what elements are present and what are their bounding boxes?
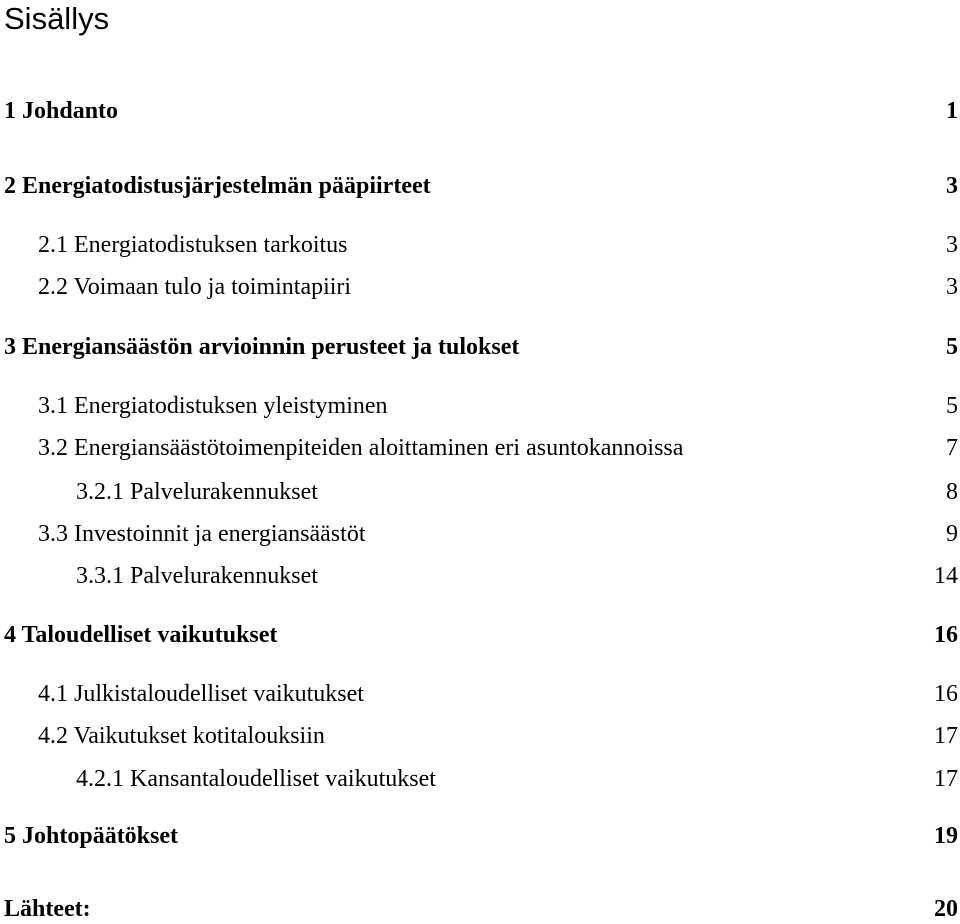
toc-entry-page-number: 8 (946, 479, 958, 505)
toc-entry-page-number: 3 (946, 232, 958, 258)
toc-entry-page-number: 17 (934, 723, 958, 749)
toc-title: Sisällys (4, 1, 110, 36)
toc-entry-lahteet[interactable] (0, 894, 960, 924)
toc-entry-page-number: 7 (946, 435, 958, 461)
toc-entry-page-number: 5 (946, 393, 958, 419)
toc-entry-kansantaloudelliset-vaikutukset[interactable] (0, 764, 960, 794)
toc-entry-johdanto[interactable] (0, 96, 960, 126)
toc-entry-label: 2.1 Energiatodistuksen tarkoitus (38, 232, 348, 258)
toc-entry-palvelurakennukset-3-3-1[interactable] (0, 561, 960, 591)
toc-entry-page-number: 14 (934, 563, 958, 589)
toc-entry-label: 5 Johtopäätökset (4, 823, 179, 849)
toc-entry-voimaan-tulo[interactable] (0, 272, 960, 302)
toc-entry-energiatodistuksen-tarkoitus[interactable] (0, 230, 960, 260)
toc-entry-label: 2.2 Voimaan tulo ja toimintapiiri (38, 274, 352, 300)
toc-entry-label: 4 Taloudelliset vaikutukset (4, 622, 278, 648)
toc-entry-label: 4.2 Vaikutukset kotitalouksiin (38, 723, 325, 749)
toc-entry-label: 4.1 Julkistaloudelliset vaikutukset (38, 681, 364, 707)
toc-entry-page-number: 3 (946, 274, 958, 300)
toc-entry-page-number: 19 (934, 823, 958, 849)
toc-entry-julkistaloudelliset-vaikutukset[interactable] (0, 679, 960, 709)
toc-entry-page-number: 16 (934, 681, 958, 707)
toc-entry-page-number: 9 (946, 521, 958, 547)
toc-entry-label: 3.3 Investoinnit ja energiansäästöt (38, 521, 366, 547)
toc-entry-label: 2 Energiatodistusjärjestelmän pääpiirteet (4, 173, 431, 199)
toc-entry-energiatodistuksen-yleistyminen[interactable] (0, 391, 960, 421)
toc-entry-label: 1 Johdanto (4, 98, 119, 124)
toc-entry-label: 4.2.1 Kansantaloudelliset vaikutukset (76, 766, 436, 792)
toc-entry-investoinnit-ja-energiansaastot[interactable] (0, 519, 960, 549)
toc-entry-johtopaatokset[interactable] (0, 821, 960, 851)
toc-entry-label: Lähteet: (4, 896, 91, 922)
toc-entry-energiansaastotoimenpiteiden-aloittaminen[interactable] (0, 433, 960, 463)
toc-entry-label: 3.2.1 Palvelurakennukset (76, 479, 318, 505)
toc-entry-page-number: 17 (934, 766, 958, 792)
toc-entry-page-number: 16 (934, 622, 958, 648)
toc-entry-label: 3 Energiansäästön arvioinnin perusteet ja tulokset (4, 334, 520, 360)
toc-entry-label: 3.1 Energiatodistuksen yleistyminen (38, 393, 388, 419)
toc-entry-page-number: 1 (946, 98, 958, 124)
toc-entry-palvelurakennukset-3-2-1[interactable] (0, 477, 960, 507)
toc-entry-label: 3.2 Energiansäästötoimenpiteiden aloittaminen eri asuntokannoissa (38, 435, 684, 461)
toc-entry-page-number: 20 (934, 896, 958, 922)
toc-entry-taloudelliset-vaikutukset[interactable] (0, 620, 960, 650)
toc-entry-energiatodistusjarjestelma[interactable] (0, 171, 960, 201)
toc-entry-page-number: 5 (946, 334, 958, 360)
toc-entry-page-number: 3 (946, 173, 958, 199)
toc-entry-vaikutukset-kotitalouksiin[interactable] (0, 721, 960, 751)
toc-entry-energiansaaston-arvioinnin-perusteet[interactable] (0, 332, 960, 362)
toc-entry-label: 3.3.1 Palvelurakennukset (76, 563, 318, 589)
